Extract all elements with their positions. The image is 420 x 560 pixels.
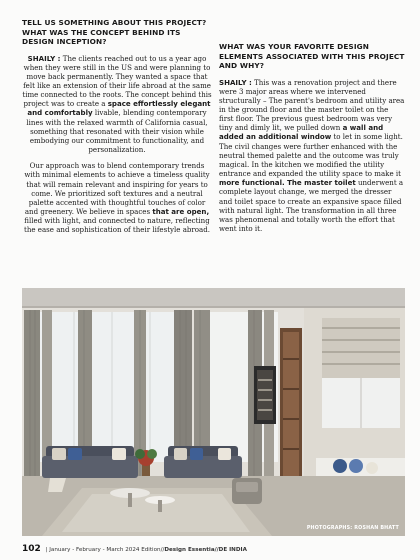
- photo-credit: PHOTOGRAPHS: ROSHAN BHATT: [306, 526, 399, 531]
- page-footer: [22, 544, 247, 554]
- answer-paragraph: [219, 78, 405, 234]
- answer-text: filled with light, and connected to nature, reflecting the ease and sophistication of their lifestyle abroad.: [24, 216, 210, 235]
- page-number: 102: [22, 544, 41, 554]
- living-room-photo: [22, 288, 405, 536]
- answer-text: The clients reached out to us a year ago when they were still in the US and were planning to move back permanently. They wanted a space that felt like an extension of their life abroad at the same time connected to the roots. The concept behind this project was to create a: [22, 53, 212, 109]
- living-room-illustration: [22, 288, 405, 536]
- issue-label: | January - February - March 2024 Edition//: [43, 547, 165, 553]
- interview-question: WHAT WAS YOUR FAVORITE DESIGN ELEMENTS ASSOCIATED WITH THIS PROJECT AND WHY?: [219, 42, 405, 70]
- answer-text: to let in some light. The civil changes were further enhanced with the neutral themed palette and the outcome was truly magical. In the kitchen we modified the utility entrance and expanded the utility space to make it: [219, 132, 403, 179]
- highlighted-text: more functional. The master toilet: [219, 178, 356, 188]
- highlighted-text: that are open,: [152, 207, 210, 216]
- right-column: [219, 42, 405, 233]
- answer-text: livable, blending contemporary lines with the relaxed warmth of California casual, something that resonated with their vision while embodying our commitment to functionality, and personalization.: [26, 108, 208, 155]
- highlighted-text: space effortlessly elegant and comfortably: [27, 99, 211, 118]
- answer-text: Our approach was to blend contemporary trends with minimal elements to achieve a timeless quality that will remain relevant and inspiring for years to come. We prioritized soft textures and a neutral palette accented with thoughtful touches of color and greenery. We believe in spaces: [24, 161, 210, 216]
- speaker-label: SHAILY :: [219, 77, 252, 87]
- answer-text: underwent a complete layout change, we merged the dresser and toilet space to create an expansive space filled with natural light. The transformation in all three was phenomenal and totally worth the effort that went into it.: [219, 178, 404, 233]
- highlighted-text: a wall and added an additional window: [219, 123, 384, 142]
- answer-text: This was a renovation project and there were 3 major areas where we intervened structurally – The parent's bedroom and utility area in the ground floor and the master toilet on the first floor. The previous guest bedroom was very tiny and dimly lit, we pulled down: [219, 77, 405, 133]
- left-column: [22, 18, 212, 234]
- magazine-name: Design Essentia//DE INDIA: [164, 547, 247, 553]
- speaker-label: SHAILY :: [27, 53, 61, 63]
- answer-paragraph: [22, 161, 212, 234]
- answer-paragraph: [22, 54, 212, 155]
- interview-question: TELL US SOMETHING ABOUT THIS PROJECT? WHAT WAS THE CONCEPT BEHIND ITS DESIGN INCEPTION?: [22, 18, 207, 46]
